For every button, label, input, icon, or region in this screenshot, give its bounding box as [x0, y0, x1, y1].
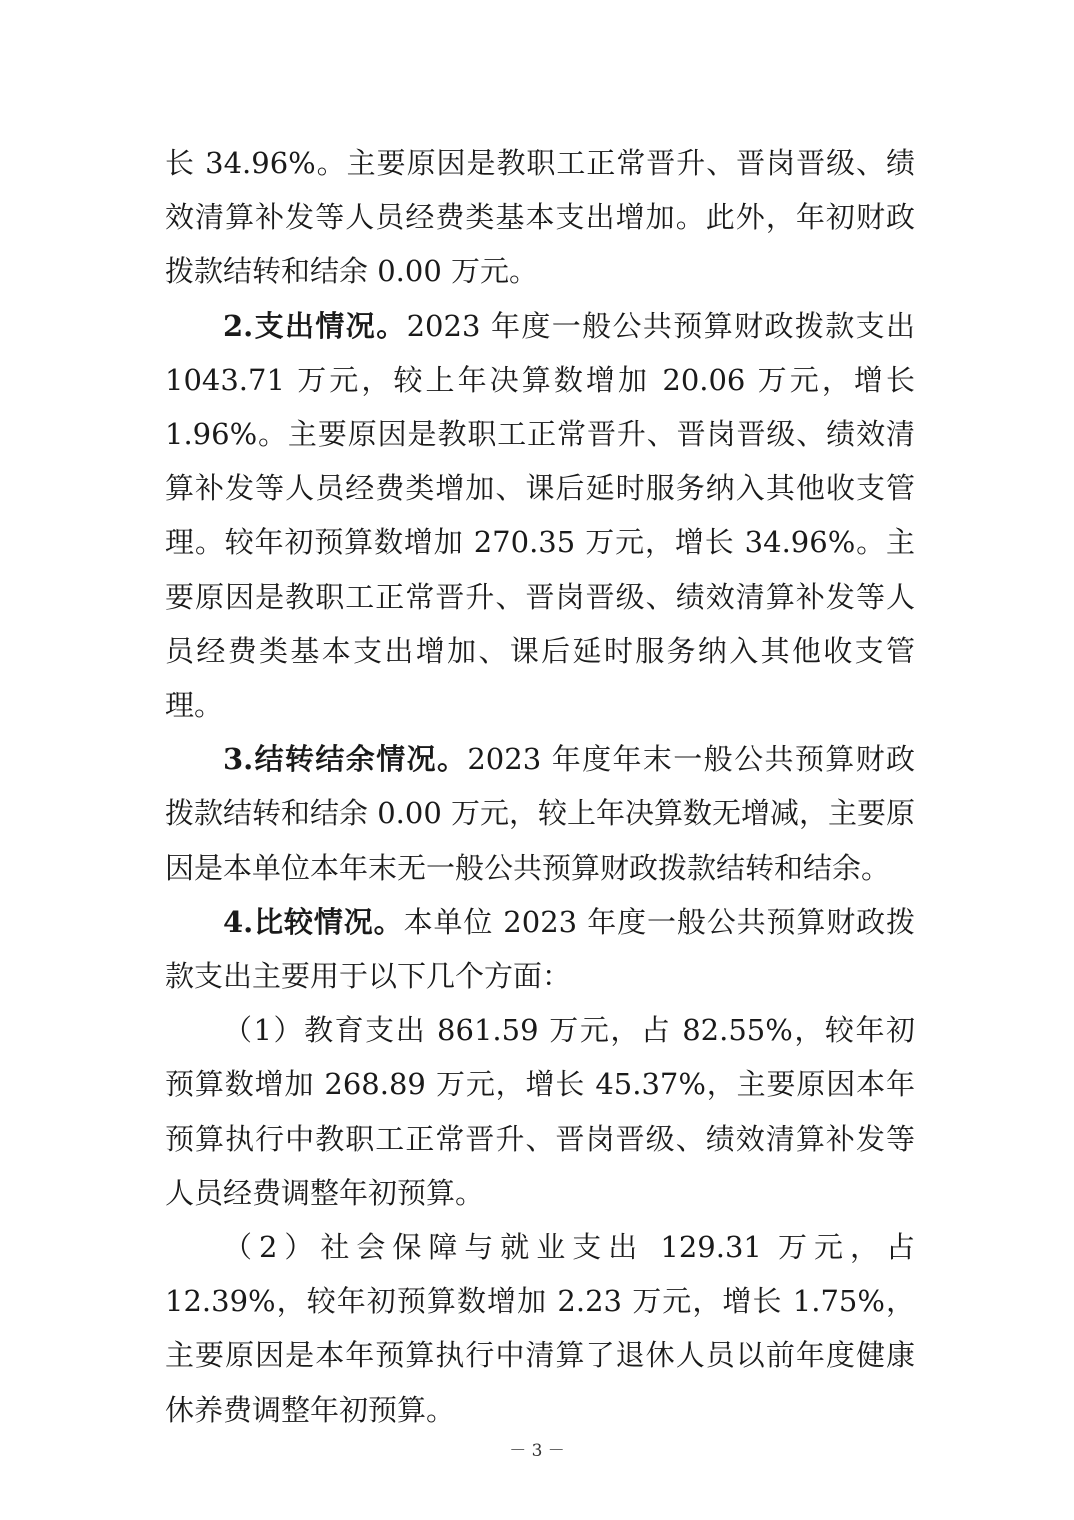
paragraph-heading: 4.比较情况。 — [223, 904, 404, 939]
paragraph-continuation — [165, 136, 915, 299]
paragraph-text: 本单位 2023 年度一般公共预算财政拨款支出主要用于以下几个方面： — [165, 904, 915, 994]
paragraph-text: 2023 年度一般公共预算财政拨款支出 1043.71 万元，较上年决算数增加 20.06 万元，增长 1.96%。主要原因是教职工正常晋升、晋岗晋级、绩效清算补发等人员经费类增加、课后延时服务纳入其他收支管理。较年初预算数增加 270.35 万元，增长 34.96%。主要原因是教职工正常晋升、晋岗晋级、绩效清算补发等人员经费类基本支出增加、课后延时服务纳入其他收支管理。 — [165, 308, 915, 723]
paragraph-text: （1）教育支出 861.59 万元，占 82.55%，较年初预算数增加 268.89 万元，增长 45.37%，主要原因本年预算执行中教职工正常晋升、晋岗晋级、绩效清算补发等人员经费调整年初预算。 — [165, 1013, 915, 1210]
paragraph-text: （2）社会保障与就业支出 129.31 万元，占 12.39%，较年初预算数增加 2.23 万元，增长 1.75%，主要原因是本年预算执行中清算了退休人员以前年度健康休养费调整年初预算。 — [165, 1230, 915, 1427]
paragraph-expenditure — [165, 299, 915, 733]
paragraph-heading: 2.支出情况。 — [223, 308, 407, 343]
paragraph-heading: 3.结转结余情况。 — [223, 742, 468, 777]
paragraph-text: 2023 年度年末一般公共预算财政拨款结转和结余 0.00 万元，较上年决算数无增减，主要原因是本单位本年末无一般公共预算财政拨款结转和结余。 — [165, 742, 916, 885]
document-body — [165, 136, 915, 1437]
paragraph-comparison — [165, 895, 915, 1003]
paragraph-text: 长 34.96%。主要原因是教职工正常晋升、晋岗晋级、绩效清算补发等人员经费类基本支出增加。此外，年初财政拨款结转和结余 0.00 万元。 — [165, 146, 915, 289]
paragraph-education-spending — [165, 1003, 915, 1220]
paragraph-carryover — [165, 732, 915, 895]
page-number: － 3 － — [509, 1441, 565, 1461]
paragraph-social-security-spending — [165, 1220, 915, 1437]
